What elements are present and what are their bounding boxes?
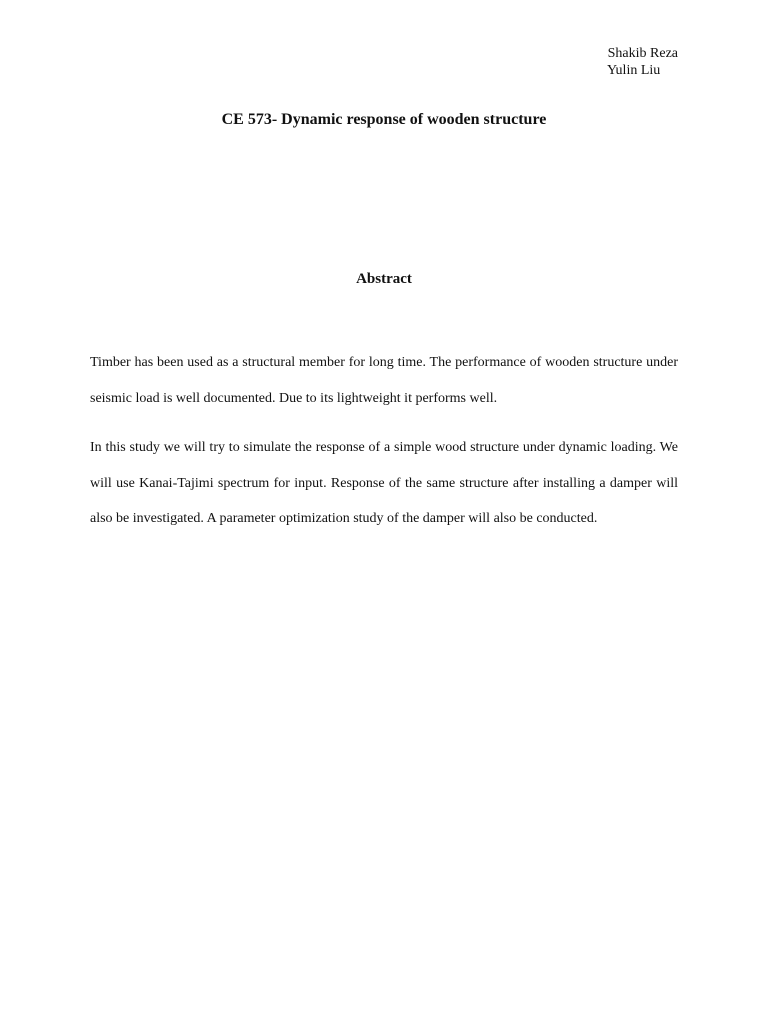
abstract-heading: Abstract — [356, 271, 412, 287]
author-name: Yulin Liu — [607, 63, 661, 78]
document-title: CE 573- Dynamic response of wooden structure — [221, 111, 547, 128]
abstract-paragraph: In this study we will try to simulate the response of a simple wood structure under dynamic loading. We will use Kanai-Tajimi spectrum for input. Response of the same structure after installing a damper will also be investigated. A parameter optimization study of the damper will also be conducted. — [90, 440, 678, 526]
author-name: Shakib Reza — [607, 46, 678, 61]
author-block — [560, 45, 678, 79]
abstract-paragraph: Timber has been used as a structural member for long time. The performance of wooden structure under seismic load is well documented. Due to its lightweight it performs well. — [90, 355, 678, 406]
